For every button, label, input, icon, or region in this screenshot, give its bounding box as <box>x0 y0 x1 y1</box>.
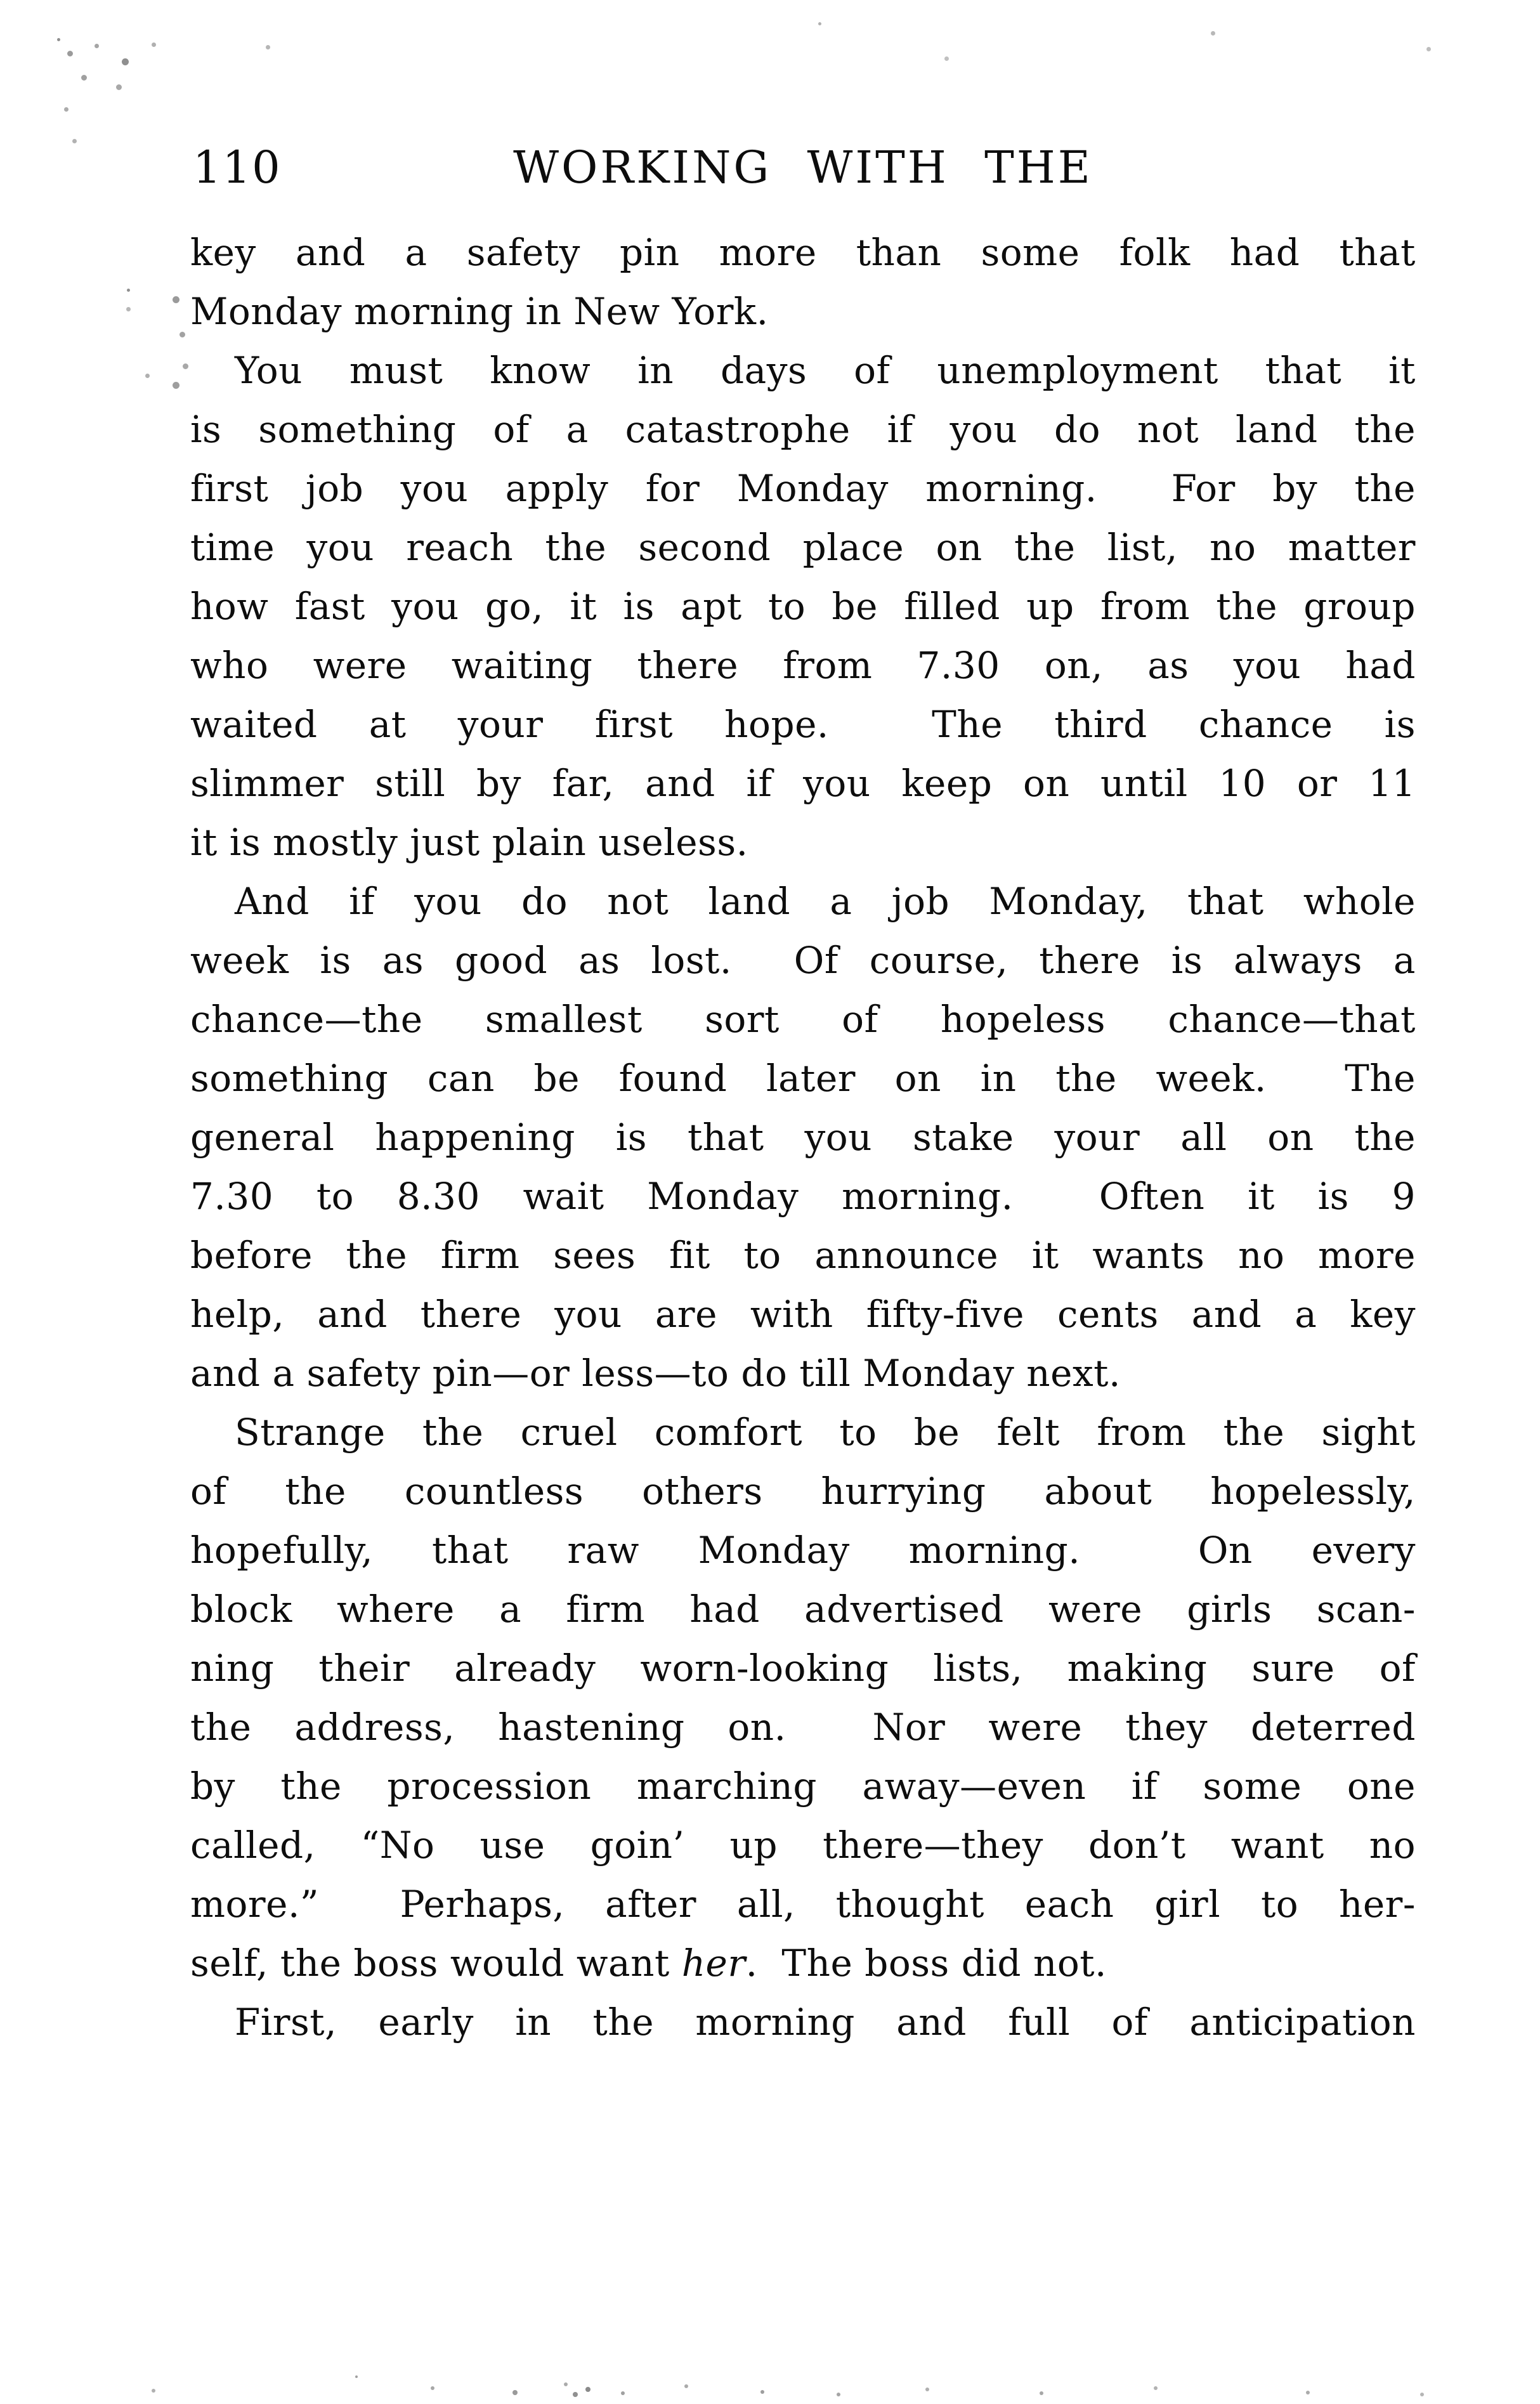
text-line: general happening is that you stake your all on the <box>190 1116 1416 1159</box>
text-line: something can be found later on in the week. The <box>190 1057 1416 1100</box>
text-line: key and a safety pin more than some folk had that <box>190 231 1416 274</box>
text-line: 7.30 to 8.30 wait Monday morning. Often it is 9 <box>190 1175 1416 1218</box>
text-line: time you reach the second place on the list, no matter <box>190 526 1416 569</box>
page-body-text <box>190 223 1416 2052</box>
paragraph <box>190 341 1416 872</box>
text-line: by the procession marching away—even if some one <box>190 1765 1416 1808</box>
text-line: and a safety pin—or less—to do till Monday next. <box>190 1352 1121 1395</box>
text-line: waited at your first hope. The third chance is <box>190 703 1416 746</box>
text-line: block where a firm had advertised were girls scan- <box>190 1588 1416 1631</box>
scan-noise-speck <box>818 22 821 25</box>
text-line: self, the boss would want her. The boss did not. <box>190 1942 1107 1985</box>
text-line: week is as good as lost. Of course, there is always a <box>190 939 1416 982</box>
paragraph <box>190 223 1416 341</box>
page-number: 110 <box>193 141 282 193</box>
text-line: chance—the smallest sort of hopeless chance—that <box>190 998 1416 1041</box>
text-line: hopefully, that raw Monday morning. On every <box>190 1529 1416 1572</box>
text-line: more.” Perhaps, after all, thought each girl to her- <box>190 1883 1416 1926</box>
text-line: it is mostly just plain useless. <box>190 821 748 864</box>
text-line: who were waiting there from 7.30 on, as you had <box>190 644 1416 687</box>
paragraph <box>190 1993 1416 2052</box>
paragraph <box>190 1403 1416 1993</box>
text-line: And if you do not land a job Monday, that whole <box>235 880 1416 923</box>
text-line: slimmer still by far, and if you keep on until 10 or 11 <box>190 762 1416 805</box>
text-line: You must know in days of unemployment that it <box>235 349 1416 392</box>
text-line: ning their already worn-looking lists, making sure of <box>190 1647 1416 1690</box>
text-line: of the countless others hurrying about hopelessly, <box>190 1470 1416 1513</box>
running-header-title: WORKING WITH THE <box>513 141 1093 193</box>
scan-noise-speck <box>57 38 60 41</box>
text-line: called, “No use goin’ up there—they don’t want no <box>190 1824 1416 1867</box>
text-line: how fast you go, it is apt to be filled up from the group <box>190 585 1416 628</box>
text-line: the address, hastening on. Nor were they deterred <box>190 1706 1416 1749</box>
scan-noise-speck <box>355 2375 358 2378</box>
text-line: first job you apply for Monday morning. For by the <box>190 467 1416 510</box>
scan-noise-speck <box>127 289 130 292</box>
text-line: help, and there you are with fifty-five cents and a key <box>190 1293 1416 1336</box>
text-line: before the firm sees fit to announce it wants no more <box>190 1234 1416 1277</box>
italic-text: her <box>681 1942 746 1985</box>
text-line: Strange the cruel comfort to be felt from the sight <box>235 1411 1416 1454</box>
text-line: Monday morning in New York. <box>190 290 769 333</box>
paragraph <box>190 872 1416 1403</box>
text-line: First, early in the morning and full of anticipation <box>235 2001 1416 2044</box>
text-line: is something of a catastrophe if you do not land the <box>190 408 1416 451</box>
